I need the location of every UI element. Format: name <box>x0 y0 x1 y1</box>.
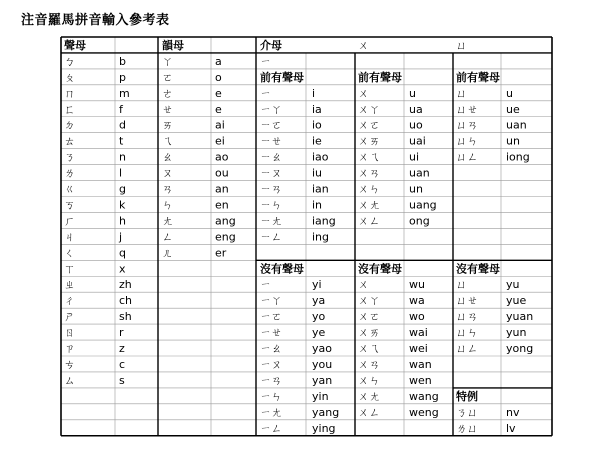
u-medial-symbol: ㄨ <box>358 38 369 52</box>
i-with-initial-pinyin: i <box>312 86 316 100</box>
final-pinyin: ou <box>215 166 229 180</box>
final-symbol: ㄥ <box>162 230 173 244</box>
i-with-initial-symbol: ㄧㄥ <box>260 230 282 244</box>
u-with-initial-pinyin: uai <box>409 134 426 148</box>
final-symbol: ㄤ <box>162 214 173 228</box>
u-with-initial-symbol: ㄨㄚ <box>358 102 380 116</box>
i-without-initial-symbol: ㄧㄛ <box>260 310 282 324</box>
i-with-initial-pinyin: iu <box>312 166 323 180</box>
initial-symbol: ㄊ <box>64 134 75 148</box>
u-with-initial-symbol: ㄨㄟ <box>358 150 380 164</box>
u-with-initial-pinyin: un <box>409 182 423 196</box>
yu-without-initial-pinyin: yun <box>506 326 527 340</box>
i-with-initial-pinyin: ing <box>312 230 330 244</box>
special-case-symbol: ㄋㄩ <box>456 405 478 419</box>
initial-symbol: ㄓ <box>64 278 75 292</box>
special-header: 特例 <box>456 389 478 403</box>
initial-symbol: ㄇ <box>64 86 75 100</box>
final-symbol: ㄣ <box>162 198 173 212</box>
i-with-initial-pinyin: ian <box>312 182 329 196</box>
u-with-initial-symbol: ㄨㄞ <box>358 134 380 148</box>
i-with-initial-symbol: ㄧㄠ <box>260 150 282 164</box>
u-without-initial-symbol: ㄨㄞ <box>358 326 380 340</box>
i-without-initial-symbol: ㄧㄠ <box>260 342 282 355</box>
yu-without-initial-pinyin: yong <box>506 342 534 355</box>
u-without-initial-pinyin: wa <box>409 294 425 308</box>
initial-pinyin: z <box>119 342 125 355</box>
u-without-initial-pinyin: weng <box>409 405 439 419</box>
i-without-initial-symbol: ㄧㄚ <box>260 294 282 308</box>
i-without-initial-pinyin: yang <box>312 405 340 419</box>
final-pinyin: ao <box>215 150 229 164</box>
initial-symbol: ㄆ <box>64 70 75 84</box>
u-without-initial-symbol: ㄨㄥ <box>358 405 380 419</box>
i-with-initial-pinyin: ia <box>312 102 322 116</box>
yu-with-initial-symbol: ㄩㄥ <box>456 150 478 164</box>
yu-without-initial-symbol: ㄩㄥ <box>456 342 478 355</box>
u-with-initial-symbol: ㄨㄢ <box>358 166 380 180</box>
final-pinyin: ai <box>215 118 225 132</box>
initial-symbol: ㄋ <box>64 150 75 164</box>
i-without-initial-pinyin: yin <box>312 389 329 403</box>
initial-pinyin: s <box>119 373 125 387</box>
initial-symbol: ㄒ <box>64 262 75 276</box>
initial-symbol: ㄕ <box>64 310 75 324</box>
final-symbol: ㄜ <box>162 86 173 100</box>
special-case-pinyin: lv <box>506 421 516 435</box>
i-with-initial-pinyin: in <box>312 198 323 212</box>
i-without-initial-pinyin: you <box>312 357 333 371</box>
u-without-initial-pinyin: wei <box>409 342 428 355</box>
u-without-initial-pinyin: wang <box>409 389 439 403</box>
u-with-initial-pinyin: uan <box>409 166 430 180</box>
i-with-initial-pinyin: ie <box>312 134 322 148</box>
page-title: 注音羅馬拼音輸入參考表 <box>21 13 170 28</box>
i-without-initial-pinyin: yo <box>312 310 326 324</box>
i-without-initial-symbol: ㄧㄝ <box>260 326 282 340</box>
i-without-initial-pinyin: yao <box>312 342 332 355</box>
initial-pinyin: f <box>119 102 123 116</box>
u-with-initial-pinyin: ui <box>409 150 420 164</box>
u-with-initial-pinyin: uang <box>409 198 437 212</box>
yu-with-initial-pinyin: ue <box>506 102 520 116</box>
initial-symbol: ㄌ <box>64 166 75 180</box>
initial-symbol: ㄎ <box>64 198 75 212</box>
i-with-initial-symbol: ㄧ <box>260 86 271 100</box>
initial-pinyin: k <box>119 198 126 212</box>
yu-without-initial-pinyin: yue <box>506 294 527 308</box>
initial-symbol: ㄖ <box>64 326 75 340</box>
initial-pinyin: ch <box>119 294 133 308</box>
with-initial-header: 前有聲母 <box>456 70 500 84</box>
u-without-initial-pinyin: wen <box>409 373 432 387</box>
u-without-initial-symbol: ㄨㄟ <box>358 342 380 355</box>
u-with-initial-symbol: ㄨ <box>358 86 369 100</box>
u-without-initial-symbol: ㄨㄤ <box>358 389 380 403</box>
initial-symbol: ㄔ <box>64 294 75 308</box>
i-without-initial-pinyin: yi <box>312 278 322 292</box>
initial-pinyin: j <box>119 230 123 244</box>
u-with-initial-pinyin: ong <box>409 214 430 228</box>
u-without-initial-symbol: ㄨㄢ <box>358 357 380 371</box>
i-with-initial-symbol: ㄧㄡ <box>260 166 282 180</box>
i-without-initial-symbol: ㄧ <box>260 278 271 292</box>
initial-pinyin: n <box>119 150 126 164</box>
final-symbol: ㄟ <box>162 134 173 148</box>
u-without-initial-pinyin: wan <box>409 357 432 371</box>
u-without-initial-symbol: ㄨㄣ <box>358 373 380 387</box>
without-initial-header: 沒有聲母 <box>456 262 500 276</box>
u-with-initial-symbol: ㄨㄤ <box>358 198 380 212</box>
initial-symbol: ㄑ <box>64 246 75 260</box>
special-case-pinyin: nv <box>506 405 520 419</box>
u-with-initial-symbol: ㄨㄛ <box>358 118 380 132</box>
i-without-initial-symbol: ㄧㄣ <box>260 389 282 403</box>
final-pinyin: e <box>215 102 222 116</box>
final-pinyin: an <box>215 182 229 196</box>
initial-symbol: ㄈ <box>64 102 75 116</box>
i-with-initial-symbol: ㄧㄢ <box>260 182 282 196</box>
final-pinyin: en <box>215 198 229 212</box>
initial-pinyin: sh <box>119 310 132 324</box>
initial-symbol: ㄍ <box>64 182 75 196</box>
medials-header: 介母 <box>260 38 282 52</box>
u-without-initial-pinyin: wu <box>409 278 425 292</box>
u-without-initial-pinyin: wo <box>409 310 425 324</box>
final-symbol: ㄞ <box>162 118 173 132</box>
i-without-initial-symbol: ㄧㄡ <box>260 357 282 371</box>
final-symbol: ㄦ <box>162 246 173 260</box>
with-initial-header: 前有聲母 <box>260 70 304 84</box>
initial-pinyin: c <box>119 357 126 371</box>
final-pinyin: er <box>215 246 227 260</box>
initial-pinyin: x <box>119 262 126 276</box>
final-pinyin: a <box>215 54 222 68</box>
yu-with-initial-symbol: ㄩㄢ <box>456 118 478 132</box>
initial-pinyin: t <box>119 134 124 148</box>
initial-symbol: ㄙ <box>64 373 75 387</box>
i-with-initial-pinyin: iang <box>312 214 336 228</box>
final-pinyin: e <box>215 86 222 100</box>
initial-pinyin: b <box>119 54 126 68</box>
yu-without-initial-symbol: ㄩㄢ <box>456 310 478 324</box>
i-medial-symbol: ㄧ <box>260 54 271 68</box>
finals-header: 韻母 <box>162 38 184 52</box>
yu-with-initial-pinyin: iong <box>506 150 530 164</box>
yu-with-initial-symbol: ㄩㄣ <box>456 134 478 148</box>
final-pinyin: eng <box>215 230 236 244</box>
i-with-initial-symbol: ㄧㄛ <box>260 118 282 132</box>
initial-symbol: ㄗ <box>64 342 75 355</box>
yu-medial-symbol: ㄩ <box>456 38 467 52</box>
initial-pinyin: p <box>119 70 126 84</box>
initial-symbol: ㄅ <box>64 54 75 68</box>
i-with-initial-symbol: ㄧㄣ <box>260 198 282 212</box>
initials-header: 聲母 <box>64 38 86 52</box>
u-with-initial-symbol: ㄨㄣ <box>358 182 380 196</box>
initial-symbol: ㄏ <box>64 214 75 228</box>
final-symbol: ㄝ <box>162 102 173 116</box>
i-without-initial-pinyin: yan <box>312 373 333 387</box>
final-pinyin: o <box>215 70 222 84</box>
i-with-initial-pinyin: io <box>312 118 322 132</box>
initial-symbol: ㄘ <box>64 357 75 371</box>
initial-pinyin: d <box>119 118 126 132</box>
yu-with-initial-pinyin: u <box>506 86 513 100</box>
final-pinyin: ang <box>215 214 236 228</box>
u-without-initial-pinyin: wai <box>409 326 428 340</box>
yu-without-initial-symbol: ㄩ <box>456 278 467 292</box>
i-without-initial-pinyin: ya <box>312 294 326 308</box>
i-without-initial-symbol: ㄧㄢ <box>260 373 282 387</box>
yu-with-initial-pinyin: un <box>506 134 520 148</box>
i-with-initial-symbol: ㄧㄚ <box>260 102 282 116</box>
u-with-initial-pinyin: ua <box>409 102 423 116</box>
i-with-initial-symbol: ㄧㄤ <box>260 214 282 228</box>
yu-with-initial-symbol: ㄩㄝ <box>456 102 478 116</box>
i-without-initial-symbol: ㄧㄥ <box>260 421 282 435</box>
u-with-initial-pinyin: uo <box>409 118 423 132</box>
yu-without-initial-pinyin: yu <box>506 278 520 292</box>
yu-without-initial-symbol: ㄩㄣ <box>456 326 478 340</box>
without-initial-header: 沒有聲母 <box>260 262 304 276</box>
i-with-initial-pinyin: iao <box>312 150 329 164</box>
yu-with-initial-pinyin: uan <box>506 118 527 132</box>
final-symbol: ㄛ <box>162 70 173 84</box>
initial-pinyin: l <box>119 166 123 180</box>
initial-pinyin: g <box>119 182 126 196</box>
i-without-initial-pinyin: ying <box>312 421 336 435</box>
initial-symbol: ㄉ <box>64 118 75 132</box>
final-symbol: ㄚ <box>162 54 173 68</box>
i-with-initial-symbol: ㄧㄝ <box>260 134 282 148</box>
yu-with-initial-symbol: ㄩ <box>456 86 467 100</box>
u-with-initial-pinyin: u <box>409 86 416 100</box>
without-initial-header: 沒有聲母 <box>358 262 402 276</box>
initial-pinyin: q <box>119 246 126 260</box>
final-symbol: ㄠ <box>162 150 173 164</box>
initial-pinyin: zh <box>119 278 132 292</box>
final-pinyin: ei <box>215 134 225 148</box>
yu-without-initial-symbol: ㄩㄝ <box>456 294 478 308</box>
initial-pinyin: r <box>119 326 124 340</box>
final-symbol: ㄡ <box>162 166 173 180</box>
initial-pinyin: m <box>119 86 130 100</box>
initial-symbol: ㄐ <box>64 230 75 244</box>
u-with-initial-symbol: ㄨㄥ <box>358 214 380 228</box>
yu-without-initial-pinyin: yuan <box>506 310 534 324</box>
i-without-initial-symbol: ㄧㄤ <box>260 405 282 419</box>
i-without-initial-pinyin: ye <box>312 326 326 340</box>
special-case-symbol: ㄌㄩ <box>456 421 478 435</box>
u-without-initial-symbol: ㄨ <box>358 278 369 292</box>
initial-pinyin: h <box>119 214 126 228</box>
with-initial-header: 前有聲母 <box>358 70 402 84</box>
u-without-initial-symbol: ㄨㄛ <box>358 310 380 324</box>
u-without-initial-symbol: ㄨㄚ <box>358 294 380 308</box>
final-symbol: ㄢ <box>162 182 173 196</box>
